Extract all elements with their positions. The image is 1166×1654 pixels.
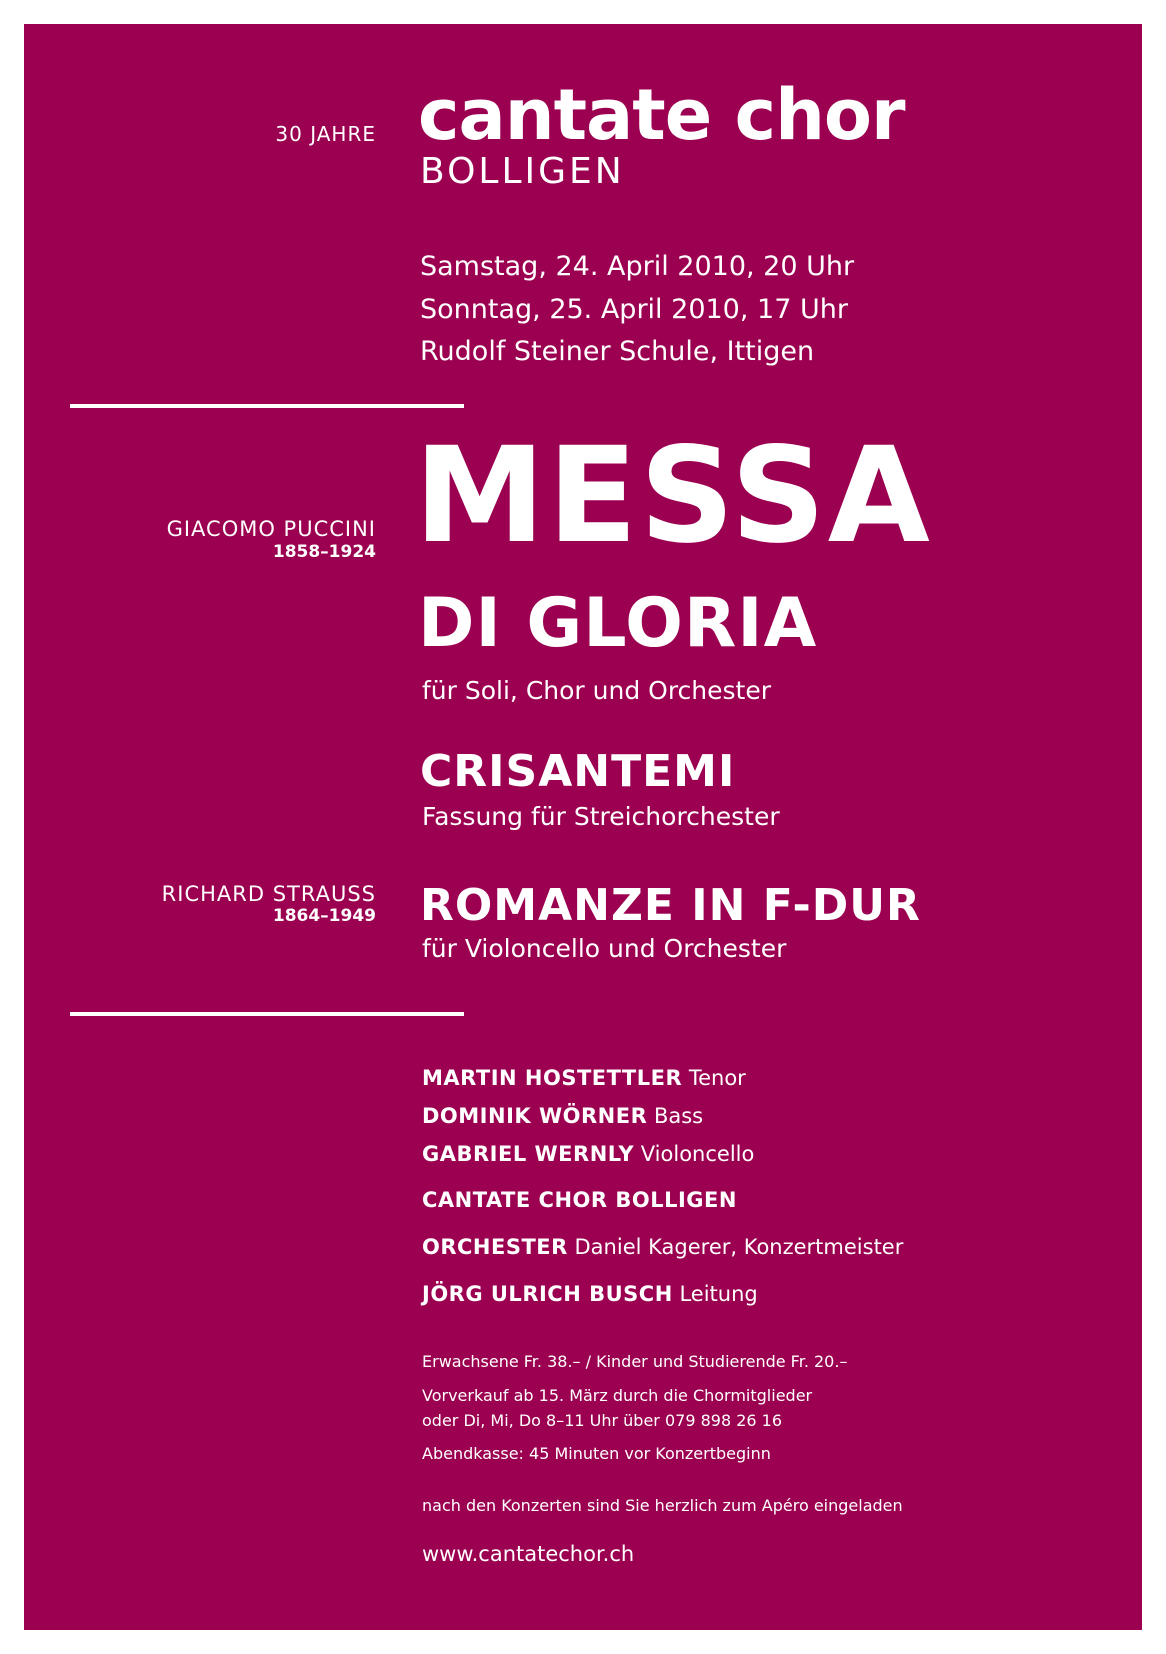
website-link[interactable]: www.cantatechor.ch (422, 1542, 635, 1566)
performer-role: Leitung (679, 1282, 758, 1306)
date-saturday: Samstag, 24. April 2010, 20 Uhr (420, 251, 855, 282)
performer-bass (422, 1106, 703, 1127)
performer-choir (422, 1190, 737, 1211)
work-title-romanze: ROMANZE IN F-DUR (420, 880, 921, 931)
apero-note: nach den Konzerten sind Sie herzlich zum Apéro eingeladen (422, 1496, 903, 1515)
ticket-prices: Erwachsene Fr. 38.– / Kinder und Studierende Fr. 20.– (422, 1352, 848, 1371)
concert-poster (24, 24, 1142, 1630)
presale-info-line1: Vorverkauf ab 15. März durch die Chormitglieder (422, 1386, 813, 1405)
performer-cello (422, 1144, 754, 1165)
divider-top (70, 404, 464, 408)
performer-name: GABRIEL WERNLY (422, 1142, 635, 1166)
choir-name: cantate chor (418, 74, 905, 156)
performer-tenor (422, 1068, 746, 1089)
work-subtitle-romanze: für Violoncello und Orchester (422, 934, 787, 963)
performer-name: DOMINIK WÖRNER (422, 1104, 648, 1128)
performer-role: Violoncello (640, 1142, 755, 1166)
performer-role: Daniel Kagerer, Konzertmeister (574, 1235, 904, 1259)
divider-bottom (70, 1012, 464, 1016)
work-title-messa: MESSA (414, 419, 932, 573)
composer-puccini-years: 1858–1924 (272, 542, 376, 562)
presale-info-line2: oder Di, Mi, Do 8–11 Uhr über 079 898 26 16 (422, 1411, 783, 1430)
performer-name: CANTATE CHOR BOLLIGEN (422, 1188, 737, 1212)
performer-conductor (422, 1284, 758, 1305)
performer-name: ORCHESTER (422, 1235, 568, 1259)
venue: Rudolf Steiner Schule, Ittigen (420, 336, 815, 367)
anniversary-label: 30 JAHRE (275, 122, 376, 146)
work-subtitle-messa: für Soli, Chor und Orchester (422, 676, 772, 705)
work-title-di-gloria: DI GLORIA (418, 584, 818, 663)
composer-strauss-years: 1864–1949 (272, 906, 376, 926)
box-office-info: Abendkasse: 45 Minuten vor Konzertbeginn (422, 1444, 771, 1463)
performer-orchestra (422, 1237, 903, 1258)
work-title-crisantemi: CRISANTEMI (420, 746, 736, 797)
performer-role: Bass (653, 1104, 704, 1128)
performer-name: MARTIN HOSTETTLER (422, 1066, 683, 1090)
performer-name: JÖRG ULRICH BUSCH (422, 1282, 673, 1306)
composer-puccini: GIACOMO PUCCINI (166, 517, 376, 541)
choir-place: BOLLIGEN (420, 151, 625, 192)
composer-strauss: RICHARD STRAUSS (161, 882, 376, 906)
work-subtitle-crisantemi: Fassung für Streichorchester (422, 802, 780, 831)
performer-role: Tenor (688, 1066, 746, 1090)
date-sunday: Sonntag, 25. April 2010, 17 Uhr (420, 294, 848, 325)
